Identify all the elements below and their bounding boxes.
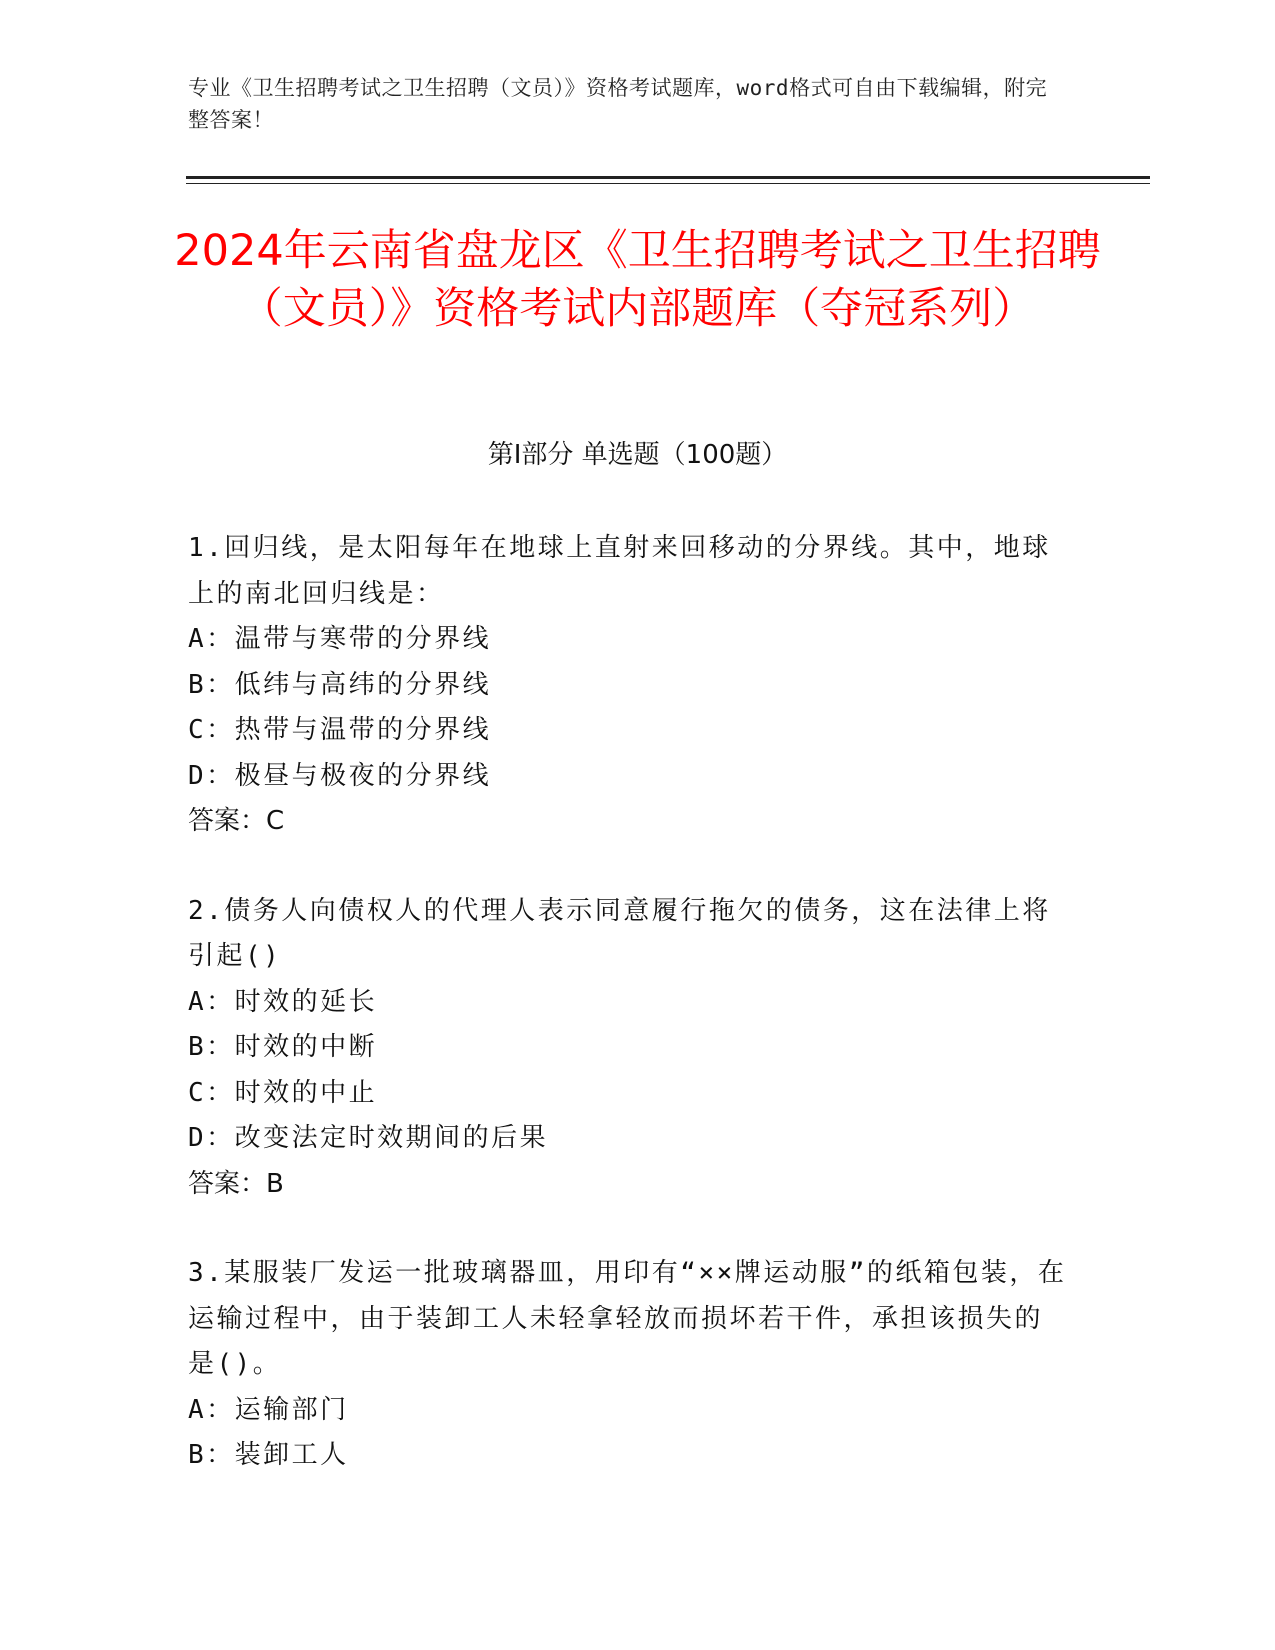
question-stem: 1.回归线，是太阳每年在地球上直射来回移动的分界线。其中，地球上的南北回归线是： <box>188 533 1051 609</box>
option-b: B：低纬与高纬的分界线 <box>188 669 492 700</box>
document-title: 2024年云南省盘龙区《卫生招聘考试之卫生招聘（文员）》资格考试内部题库（夺冠系列） <box>174 226 1101 334</box>
header-note: 专业《卫生招聘考试之卫生招聘（文员）》资格考试题库，word格式可自由下载编辑，附完整答案！ <box>188 76 1048 132</box>
option-c: C：时效的中止 <box>188 1077 378 1108</box>
question-1 <box>188 526 1068 845</box>
option-b: B：时效的中断 <box>188 1032 378 1062</box>
option-c: C：热带与温带的分界线 <box>188 715 492 745</box>
section-title: 第I部分 单选题（100题） <box>487 440 788 470</box>
question-2 <box>188 889 1068 1208</box>
header-rule-thin <box>186 183 1150 184</box>
option-b: B：装卸工人 <box>188 1440 349 1470</box>
question-list <box>188 526 1068 1523</box>
option-a: A：运输部门 <box>188 1394 349 1425</box>
option-d: D：极昼与极夜的分界线 <box>188 760 492 791</box>
question-stem: 3.某服装厂发运一批玻璃器皿，用印有“××牌运动服”的纸箱包装，在运输过程中，由于装卸工人未轻拿轻放而损坏若干件，承担该损失的是()。 <box>188 1258 1067 1379</box>
answer: 答案：C <box>188 806 285 836</box>
question-stem: 2.债务人向债权人的代理人表示同意履行拖欠的债务，这在法律上将引起() <box>188 895 1051 971</box>
question-3 <box>188 1251 1068 1479</box>
answer: 答案：B <box>188 1168 284 1199</box>
option-a: A：温带与寒带的分界线 <box>188 624 492 654</box>
option-d: D：改变法定时效期间的后果 <box>188 1123 549 1153</box>
option-a: A：时效的延长 <box>188 986 378 1017</box>
header-rule-thick <box>186 176 1150 179</box>
